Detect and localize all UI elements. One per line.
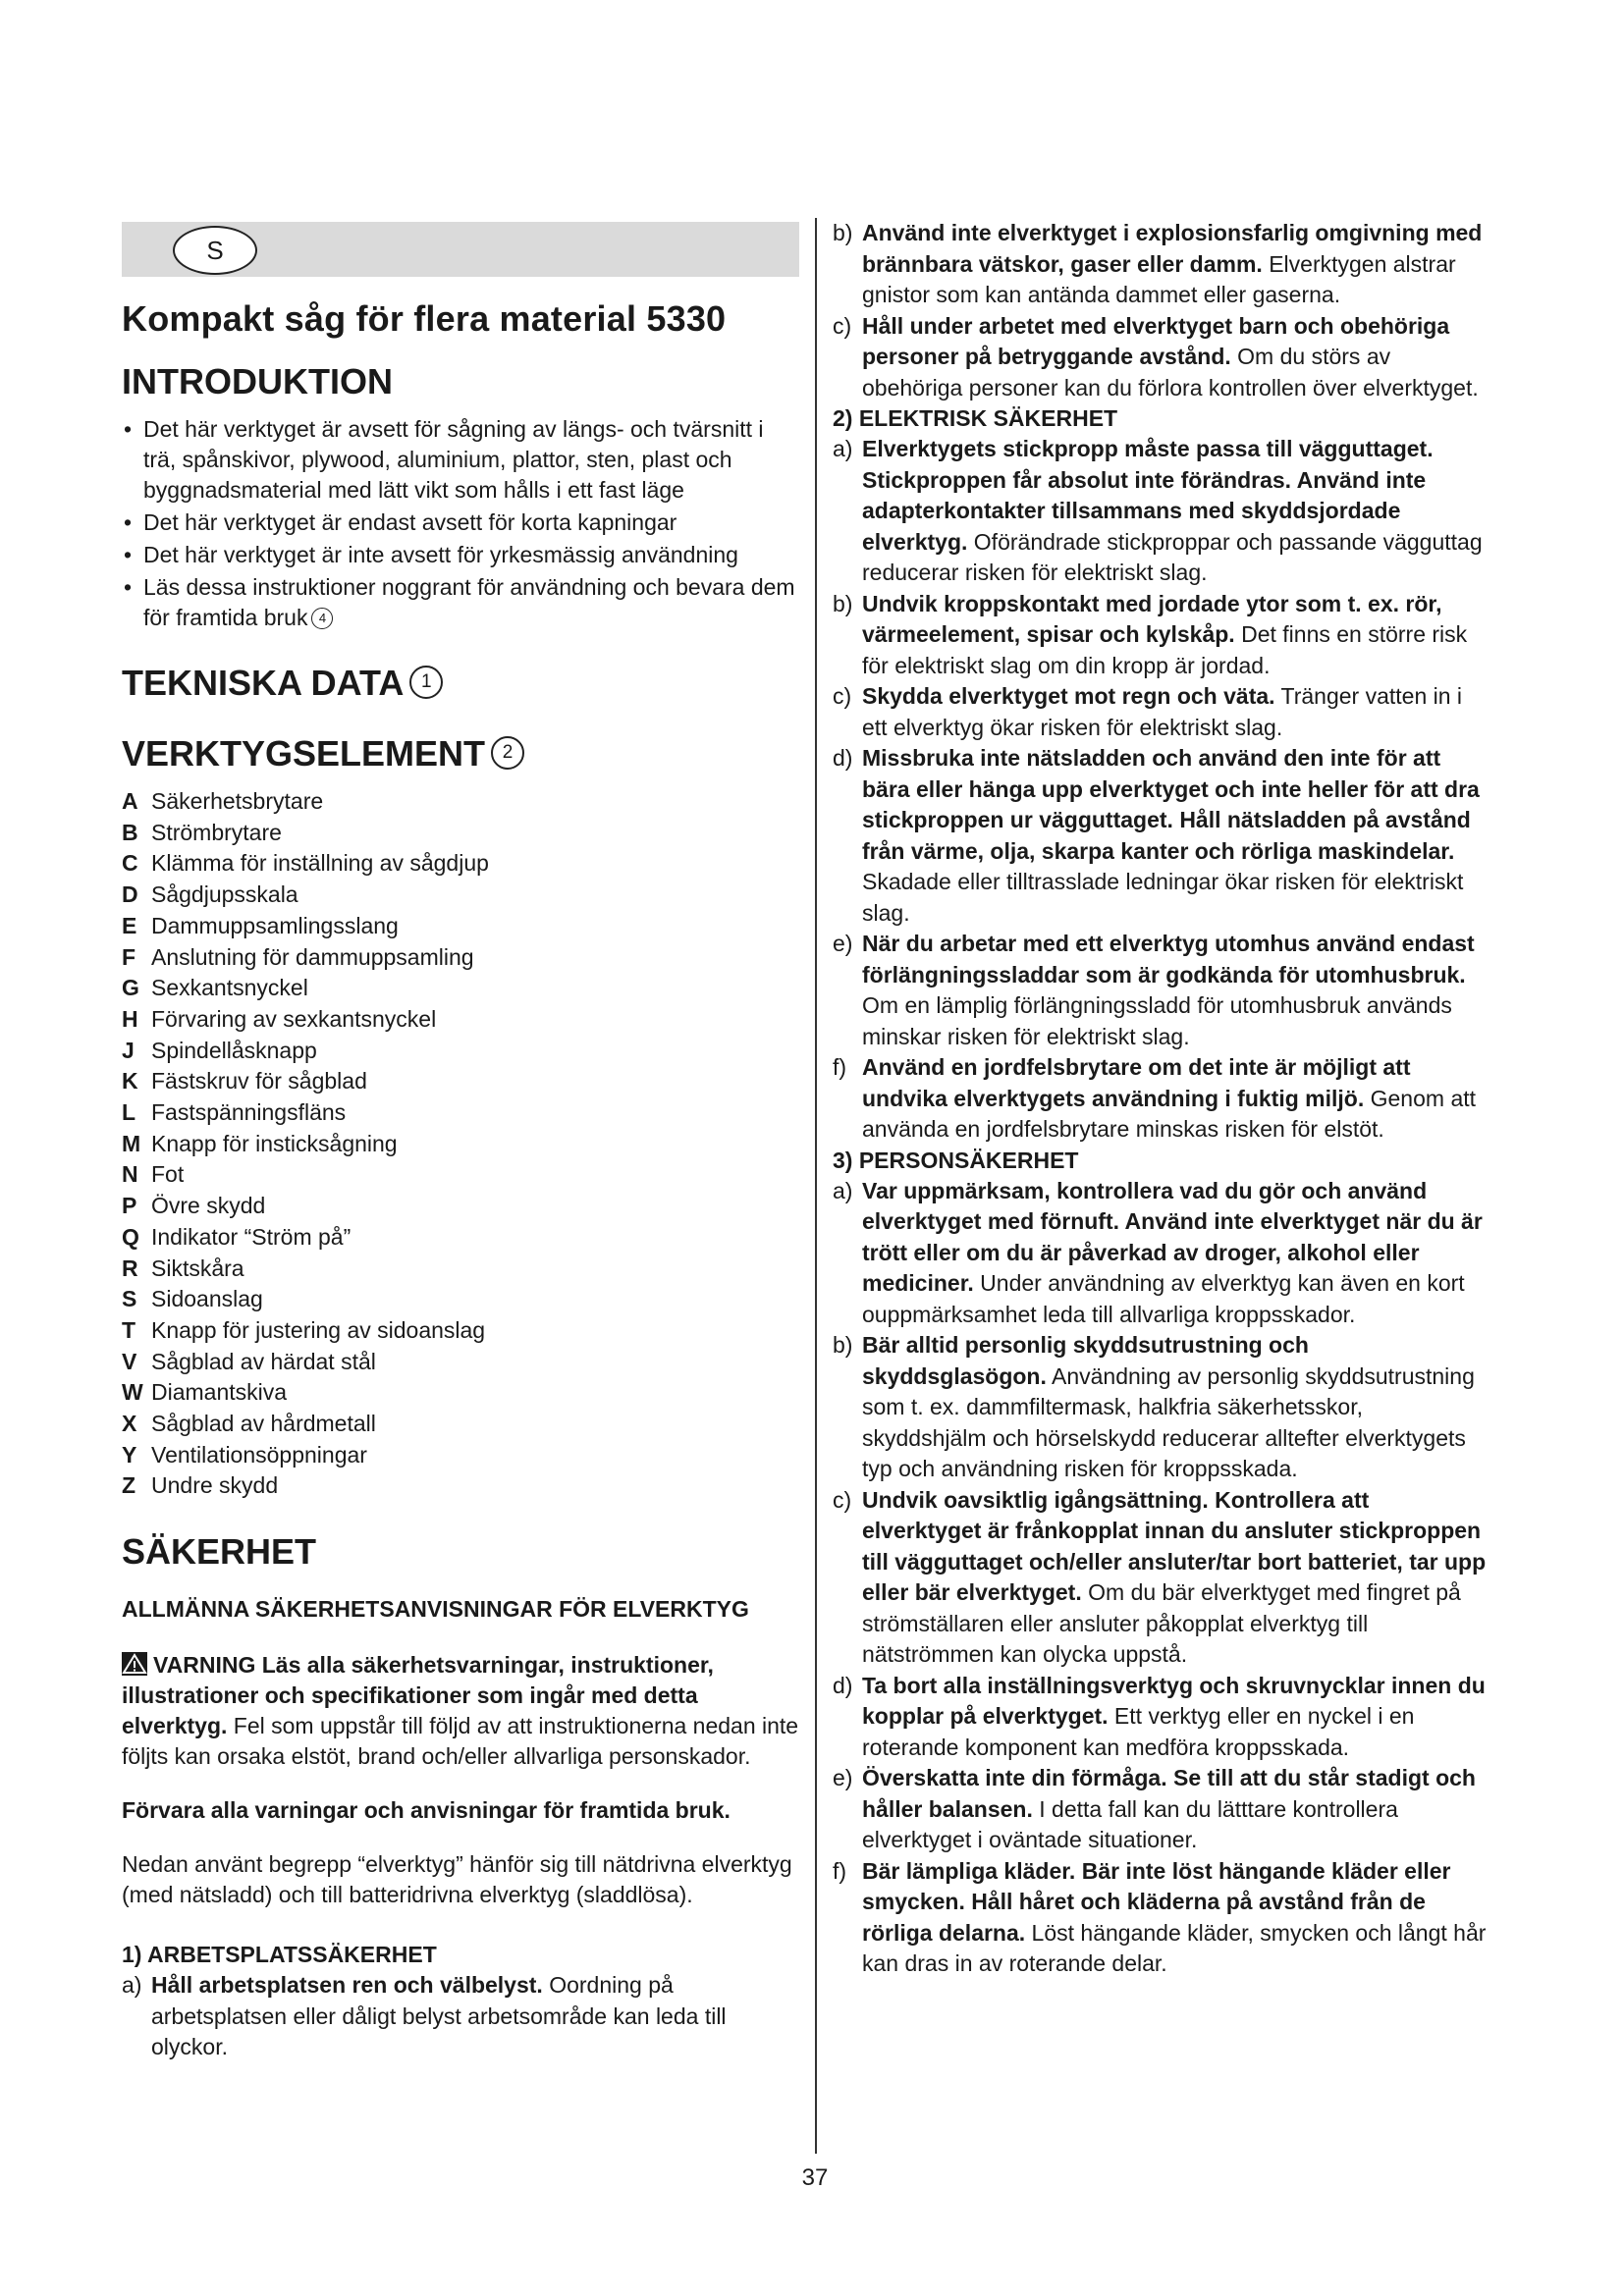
part-letter: L (122, 1099, 136, 1126)
column-divider (815, 218, 817, 2154)
elements-heading: VERKTYGSELEMENT 2 (122, 733, 799, 774)
part-label: Förvaring av sexkantsnyckel (151, 1005, 437, 1032)
part-item (122, 1470, 799, 1502)
part-label: Fästskruv för sågblad (151, 1068, 367, 1095)
part-label: Anslutning för dammuppsamling (151, 943, 474, 970)
safety-item: b) Använd inte elverktyget i explosionsfarlig omgivning med brännbara vätskor, gaser eller damm. Elverktygen alstrar gnistor som kan antända dammet eller gaserna. (833, 220, 1483, 307)
part-letter: T (122, 1316, 136, 1343)
safety-item: f) Använd en jordfelsbrytare om det inte är möjligt att undvika elverktygets användning i fuktig miljö. Genom att använda en jordfelsbrytare minskas risken för elstöt. (833, 1054, 1477, 1142)
part-item (122, 1409, 799, 1440)
list-item: • Läs dessa instruktioner noggrant för användning och bevara dem för framtida bruk 4 (122, 572, 799, 633)
part-item (122, 1254, 799, 1285)
safety-item: b) Bär alltid personlig skyddsutrustning och skyddsglasögon. Användning av personlig skyddsutrustning som t. ex. dammfiltermask, halkfria säkerhetsskor, skyddshjälm och hörselskydd reducerar alltefter elverktygets typ och användning risken för kroppsskada. (833, 1332, 1475, 1481)
part-label: Sexkantsnyckel (151, 975, 308, 1001)
part-letter: Q (122, 1223, 139, 1250)
part-item (122, 942, 799, 974)
part-letter: P (122, 1193, 137, 1219)
part-letter: X (122, 1411, 137, 1437)
introduction-heading: INTRODUKTION (122, 361, 393, 401)
part-label: Ventilationsöppningar (151, 1441, 367, 1468)
part-item (122, 1377, 799, 1409)
document-title: Kompakt såg för flera material 5330 (122, 298, 727, 339)
part-letter: R (122, 1255, 138, 1281)
part-label: Knapp för justering av sidoanslag (151, 1316, 486, 1343)
left-column (122, 222, 799, 2063)
part-label: Sidoanslag (151, 1286, 263, 1312)
part-letter: F (122, 943, 136, 970)
part-label: Sågblad av härdat stål (151, 1348, 376, 1374)
language-code-badge: S (173, 226, 257, 275)
part-label: Klämma för inställning av sågdjup (151, 850, 489, 877)
part-item (122, 1097, 799, 1129)
part-item (122, 1129, 799, 1160)
safety-item: c) Håll under arbetet med elverktyget barn och obehöriga personer på betryggande avstånd. Om du störs av obehöriga personer kan du förlora kontrollen över elverktyget. (833, 312, 1479, 400)
part-item (122, 848, 799, 880)
part-label: Övre skydd (151, 1193, 266, 1219)
warning-paragraph: VARNING Läs alla säkerhetsvarningar, instruktioner, illustrationer och specifikationer som ingår med detta elverktyg. Fel som uppstår till följd av att instruktionerna nedan inte följts kan orsaka elstöt, brand och/eller allvarliga personskador. (122, 1652, 799, 1770)
safety-item: e) Överskatta inte din förmåga. Se till att du står stadigt och håller balansen. I detta fall kan du lätttare kontrollera elverktyget i oväntade situationer. (833, 1765, 1476, 1852)
part-item (122, 911, 799, 942)
part-item (122, 880, 799, 911)
part-label: Fot (151, 1161, 185, 1188)
personal-safety-list (833, 1176, 1490, 1980)
part-letter: M (122, 1130, 141, 1156)
part-letter: E (122, 912, 137, 938)
tech-data-heading: TEKNISKA DATA 1 (122, 663, 799, 704)
part-item (122, 1159, 799, 1191)
part-item (122, 1315, 799, 1347)
part-label: Strömbrytare (151, 819, 282, 845)
list-item: • Det här verktyget är avsett för sågning av längs- och tvärsnitt i trä, spånskivor, plywood, aluminium, plattor, sten, plast och byggnadsmaterial med lätt vikt som hålls i ett fast läge (122, 414, 799, 506)
safety-item: a) Elverktygets stickpropp måste passa till vägguttaget. Stickproppen får absolut inte förändras. Använd inte adapterkontakter tillsammans med skyddsjordade elverktyg. Oförändrade stickproppar och passande vägguttag reducerar risken för elektriskt slag. (833, 436, 1483, 585)
part-item (122, 1066, 799, 1097)
term-definition: Nedan använt begrepp “elverktyg” hänför sig till nätdrivna elverktyg (med nätsladd) och till batteridrivna elverktyg (sladdlösa). (122, 1851, 792, 1908)
part-item (122, 1284, 799, 1315)
right-column (833, 218, 1490, 1980)
part-label: Dammuppsamlingsslang (151, 912, 399, 938)
section-title: 3) PERSONSÄKERHET (833, 1147, 1079, 1173)
part-label: Fastspänningsfläns (151, 1099, 347, 1126)
safety-item: d) Missbruka inte nätsladden och använd den inte för att bära eller hänga upp elverktyget och inte heller för att dra stickproppen ur vägguttaget. Håll nätsladden på avstånd från värme, olja, skarpa kanter och rörliga maskindelar. Skadade eller tilltrasslade ledningar ökar risken för elektriskt slag. (833, 745, 1480, 926)
safety-item: a) Var uppmärksam, kontrollera vad du gör och använd elverktyget med förnuft. Använd inte elverktyget när du är trött eller om du är påverkad av droger, alkohol eller mediciner. Under användning av elverktyg kan även en kort ouppmärksamhet leda till allvarliga kroppsskador. (833, 1177, 1483, 1327)
part-item (122, 1347, 799, 1378)
safety-item: b) Undvik kroppskontakt med jordade ytor som t. ex. rör, värmeelement, spisar och kylskåp. Det finns en större risk för elektriskt slag om din kropp är jordad. (833, 590, 1468, 678)
parts-list (122, 786, 799, 1502)
section-title: 2) ELEKTRISK SÄKERHET (833, 405, 1118, 431)
part-item (122, 1004, 799, 1036)
figure-ref-badge: 2 (491, 736, 524, 770)
part-item (122, 1191, 799, 1222)
part-label: Siktskåra (151, 1255, 244, 1281)
warning-icon (122, 1652, 147, 1676)
general-safety-heading: ALLMÄNNA SÄKERHETSANVISNINGAR FÖR ELVERKTYG (122, 1596, 749, 1623)
safety-item: e) När du arbetar med ett elverktyg utomhus använd endast förlängningssladdar som är godkända för utomhusbruk. Om en lämplig förlängningssladd för utomhusbruk används minskar risken för elektriskt slag. (833, 931, 1475, 1049)
part-item (122, 1036, 799, 1067)
figure-ref-badge: 4 (311, 608, 333, 629)
part-letter: N (122, 1161, 138, 1188)
part-letter: K (122, 1068, 138, 1095)
part-letter: C (122, 850, 138, 877)
part-letter: G (122, 975, 139, 1001)
part-label: Undre skydd (151, 1472, 279, 1499)
section-title: 1) ARBETSPLATSSÄKERHET (122, 1942, 437, 1968)
safety-item: a) Håll arbetsplatsen ren och välbelyst. Oordning på arbetsplatsen eller dåligt belyst arbetsområde kan leda till olyckor. (122, 1972, 727, 2060)
part-letter: W (122, 1379, 143, 1406)
safety-item: c) Undvik oavsiktlig igångsättning. Kontrollera att elverktyget är frånkopplat innan du ansluter stickproppen till vägguttaget och/eller ansluter/tar bort batteriet, tar upp eller bär elverktyget. Om du bär elverktyget med fingret på strömställaren eller ansluter påkopplat elverktyg till nätströmmen kan olycka uppstå. (833, 1486, 1487, 1667)
introduction-list (122, 414, 799, 633)
language-bar (122, 222, 799, 277)
safety-item: c) Skydda elverktyget mot regn och väta. Tränger vatten in i ett elverktyg ökar risken för elektriskt slag. (833, 683, 1463, 740)
keep-instructions-note: Förvara alla varningar och anvisningar för framtida bruk. (122, 1797, 731, 1824)
page-number: 37 (801, 2164, 829, 2191)
part-letter: D (122, 881, 138, 908)
part-label: Diamantskiva (151, 1379, 288, 1406)
part-label: Knapp för insticksågning (151, 1130, 398, 1156)
part-letter: A (122, 788, 138, 814)
list-item: • Det här verktyget är inte avsett för yrkesmässig användning (122, 540, 799, 570)
part-letter: H (122, 1005, 138, 1032)
part-letter: J (122, 1037, 135, 1063)
part-label: Säkerhetsbrytare (151, 788, 324, 814)
part-item (122, 1222, 799, 1254)
part-label: Sågdjupsskala (151, 881, 298, 908)
list-item: • Det här verktyget är endast avsett för korta kapningar (122, 507, 799, 538)
electrical-safety-list (833, 434, 1490, 1146)
figure-ref-badge: 1 (409, 666, 443, 699)
safety-heading: SÄKERHET (122, 1531, 317, 1573)
part-item (122, 818, 799, 849)
safety-item: f) Bär lämpliga kläder. Bär inte löst hängande kläder eller smycken. Håll håret och kläderna på avstånd från de rörliga delarna. Löst hängande kläder, smycken och långt hår kan dras in av roterande delar. (833, 1857, 1487, 1976)
safety-item: d) Ta bort alla inställningsverktyg och skruvnycklar innen du kopplar på elverktyget. Ett verktyg eller en nyckel i en roterande komponent kan medföra kroppsskada. (833, 1672, 1486, 1760)
part-label: Spindellåsknapp (151, 1037, 317, 1063)
part-letter: V (122, 1348, 137, 1374)
part-item (122, 973, 799, 1004)
part-letter: S (122, 1286, 137, 1312)
part-letter: B (122, 819, 138, 845)
part-label: Sågblad av hårdmetall (151, 1411, 376, 1437)
part-letter: Y (122, 1441, 137, 1468)
part-item (122, 1440, 799, 1471)
part-item (122, 786, 799, 818)
part-label: Indikator “Ström på” (151, 1223, 352, 1250)
part-letter: Z (122, 1472, 136, 1499)
